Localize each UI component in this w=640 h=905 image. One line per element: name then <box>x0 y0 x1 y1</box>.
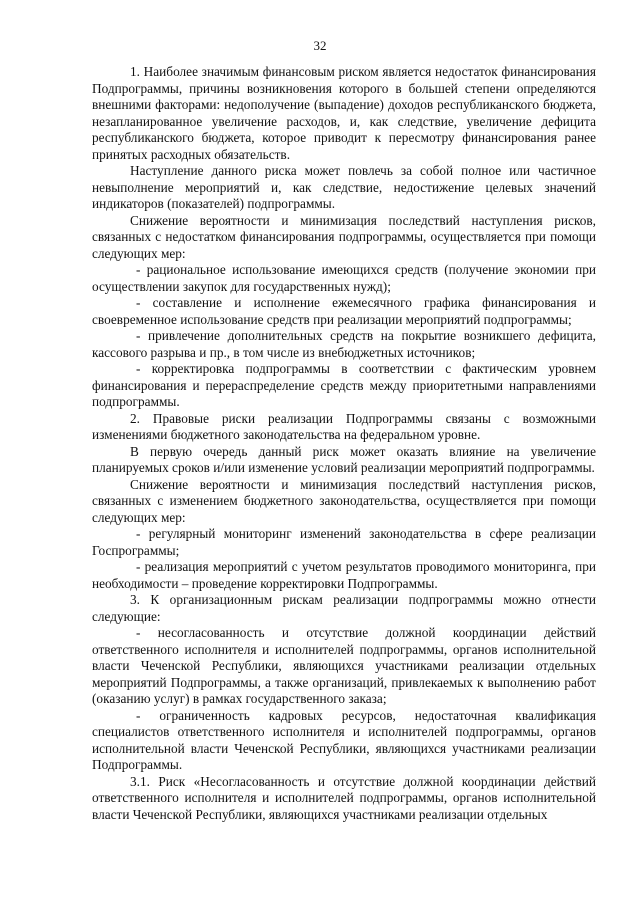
page-body <box>92 64 596 823</box>
page-number: 32 <box>313 38 327 53</box>
list-item: - составление и исполнение ежемесячного графика финансирования и своевременное использование средств при реализации мероприятий подпрограммы; <box>92 295 596 327</box>
list-item: - рациональное использование имеющихся средств (получение экономии при осуществлении закупок для государственных нужд); <box>92 262 596 294</box>
paragraph: 3.1. Риск «Несогласованность и отсутствие должной координации действий ответственного исполнителя и исполнителей подпрограммы, органов исполнительной власти Чеченской Республики, являющихся участниками реализации отдельных <box>92 773 596 822</box>
list-item: - корректировка подпрограммы в соответствии с фактическим уровнем финансирования и перераспределение средств между приоритетными направлениями подпрограммы. <box>92 361 596 409</box>
paragraph: Наступление данного риска может повлечь за собой полное или частичное невыполнение мероприятий и, как следствие, недостижение целевых значений индикаторов (показателей) подпрограммы. <box>92 163 596 211</box>
list-item: - привлечение дополнительных средств на покрытие возникшего дефицита, кассового разрыва и пр., в том числе из внебюджетных источников; <box>92 328 596 360</box>
paragraph: 2. Правовые риски реализации Подпрограммы связаны с возможными изменениями бюджетного законодательства на федеральном уровне. <box>92 410 596 442</box>
list-item: - реализация мероприятий с учетом результатов проводимого мониторинга, при необходимости – проведение корректировки Подпрограммы. <box>92 559 596 591</box>
paragraph: 3. К организационным рискам реализации подпрограммы можно отнести следующие: <box>92 592 596 624</box>
paragraph: В первую очередь данный риск может оказать влияние на увеличение планируемых сроков и/или изменение условий реализации мероприятий подпрограммы. <box>92 443 596 475</box>
paragraph: Снижение вероятности и минимизация последствий наступления рисков, связанных с недостатком финансирования подпрограммы, осуществляется при помощи следующих мер: <box>92 212 596 261</box>
list-item: - несогласованность и отсутствие должной координации действий ответственного исполнителя и исполнителей подпрограммы, органов исполнительной власти Чеченской Республики, являющихся участниками реализации отдельных мероприятий Подпрограммы, а также организаций, привлекаемых к выполнению работ (оказанию услуг) в рамках государственного заказа; <box>92 625 596 706</box>
paragraph: Снижение вероятности и минимизация последствий наступления рисков, связанных с изменением бюджетного законодательства, осуществляется при помощи следующих мер: <box>92 476 596 525</box>
paragraph: 1. Наиболее значимым финансовым риском является недостаток финансирования Подпрограммы, причины возникновения которого в большей степени определяются внешними факторами: недополучение (выпадение) доходов республиканского бюджета, незапланированное увеличение расходов, и, как следствие, увеличение дефицита республиканского бюджета, которое приводит к пересмотру финансирования ранее принятых расходных обязательств. <box>92 64 596 162</box>
list-item: - регулярный мониторинг изменений законодательства в сфере реализации Госпрограммы; <box>92 526 596 558</box>
list-item: - ограниченность кадровых ресурсов, недостаточная квалификация специалистов ответственного исполнителя и исполнителей подпрограммы, органов исполнительной власти Чеченской Республики, являющихся участниками реализации Подпрограммы. <box>92 707 596 772</box>
